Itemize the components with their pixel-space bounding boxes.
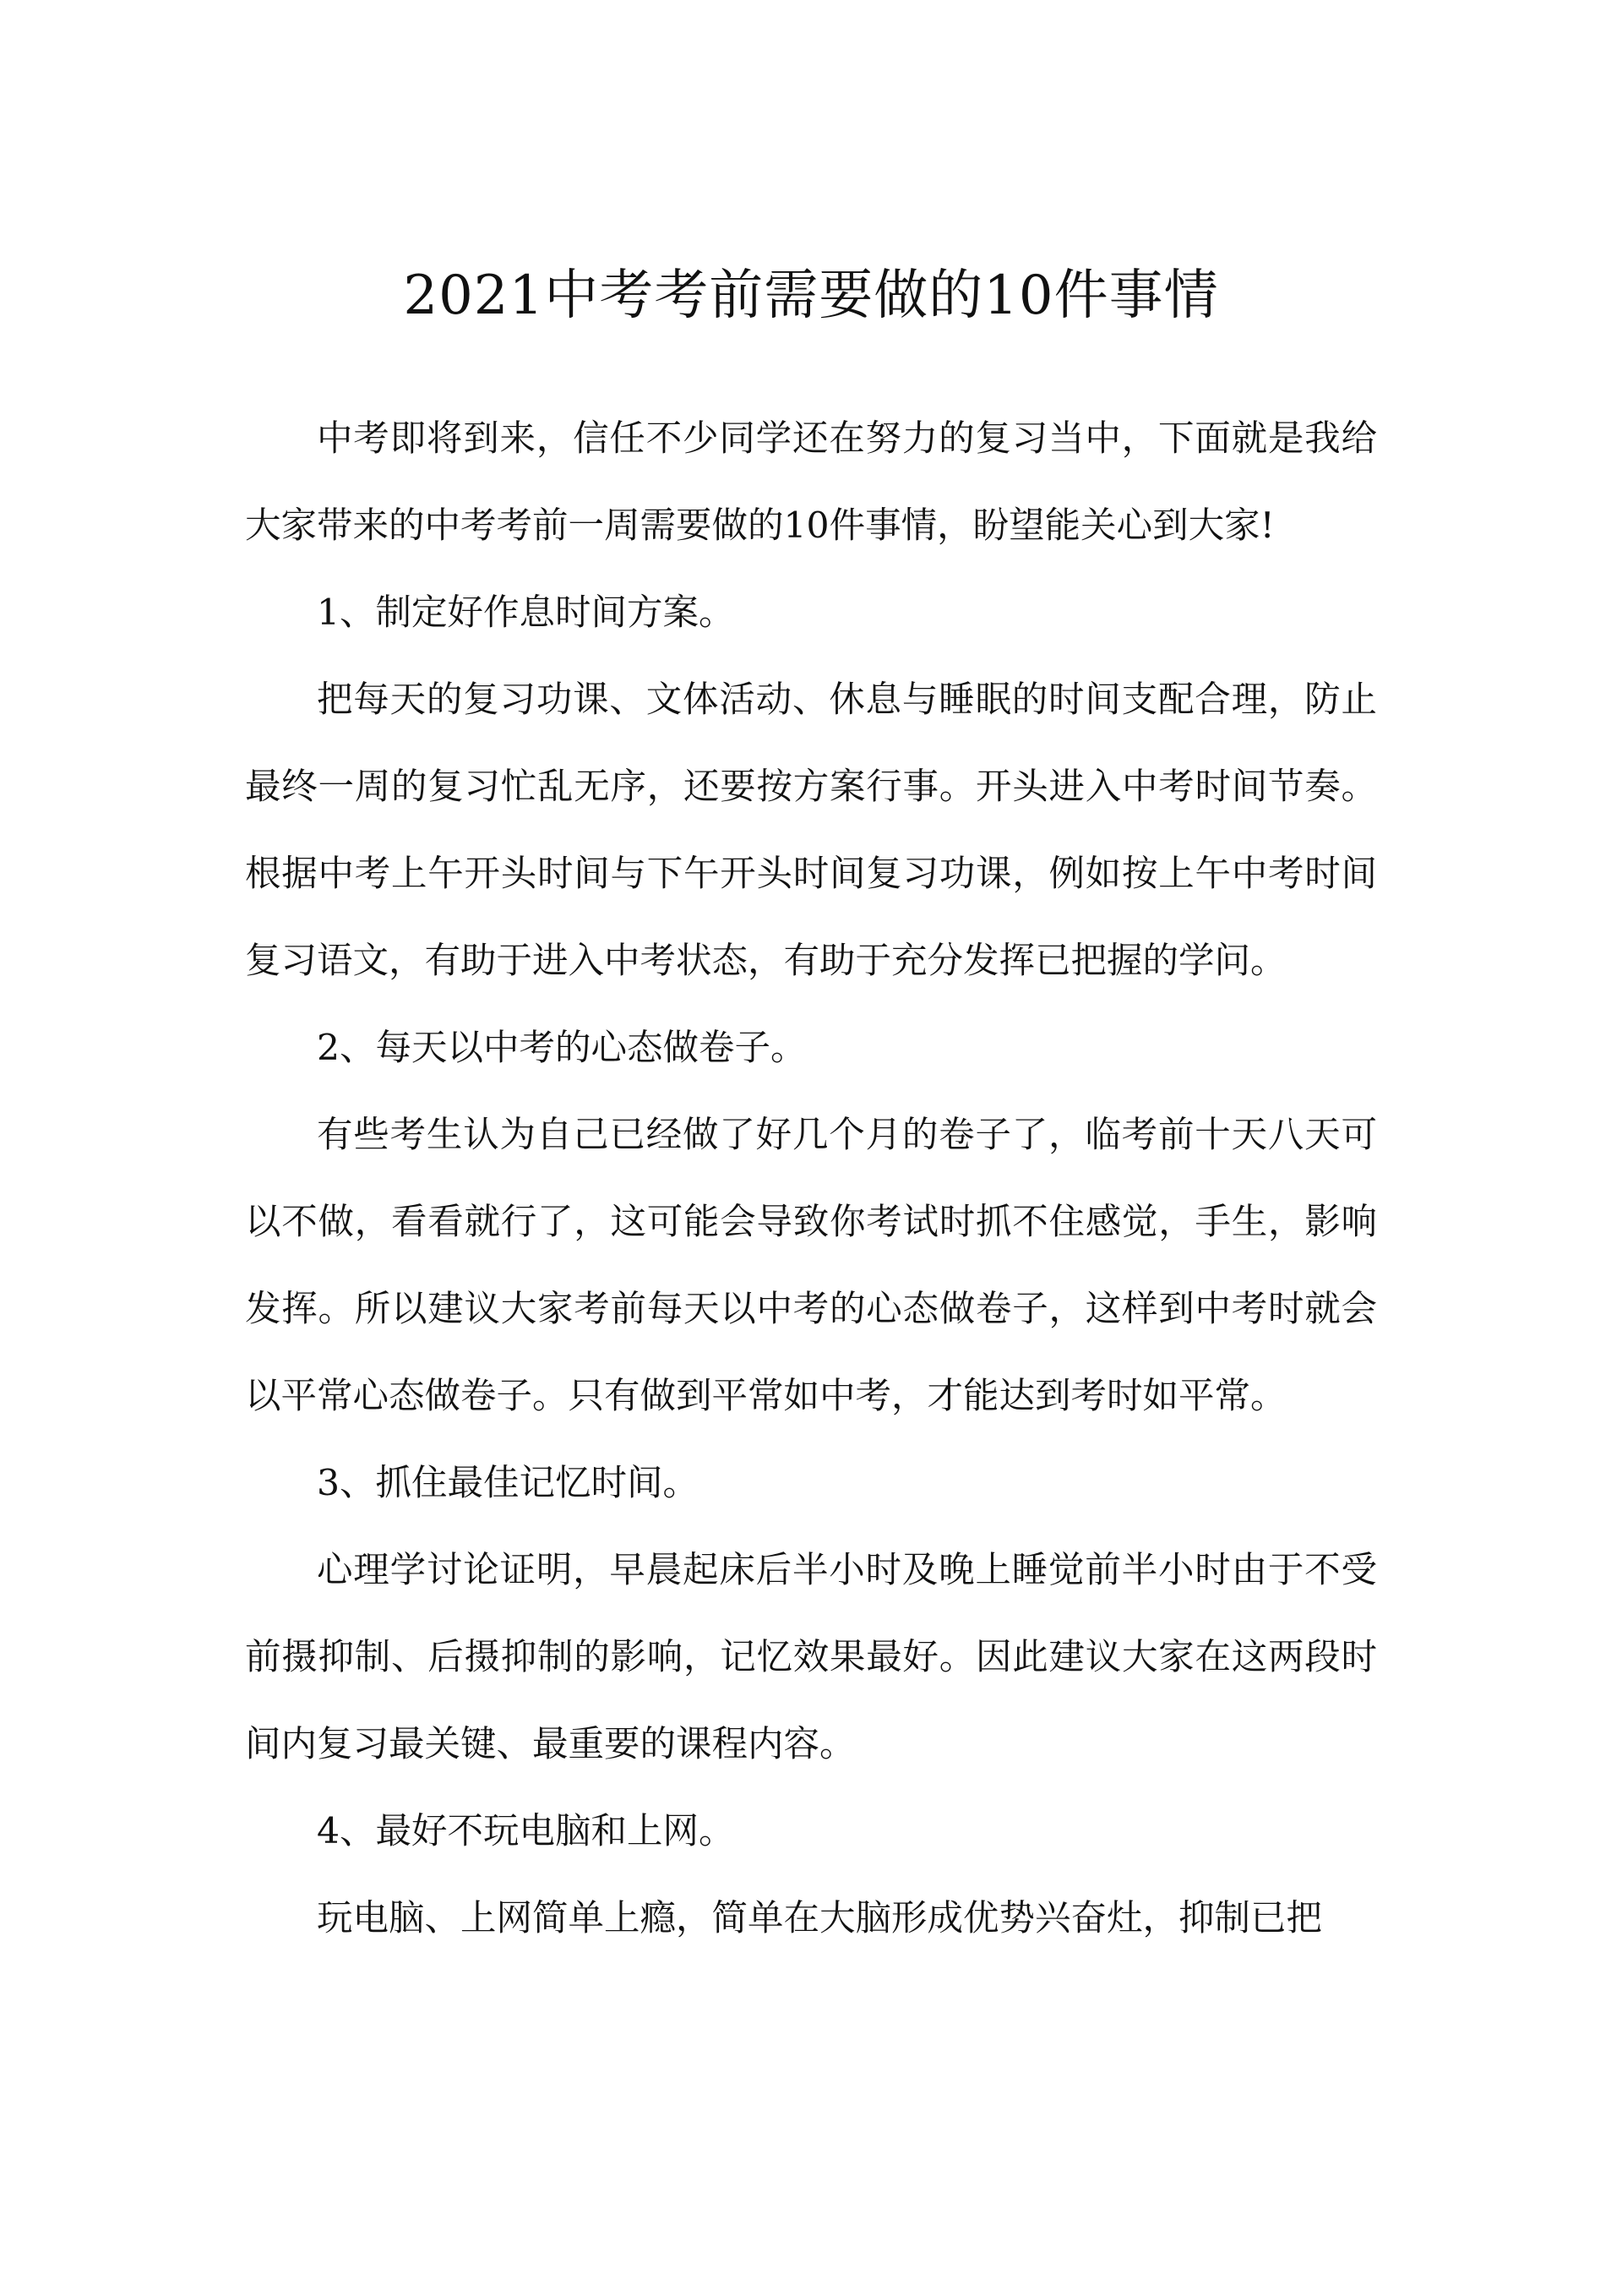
item-paragraph-3: 心理学讨论证明，早晨起床后半小时及晚上睡觉前半小时由于不受前摄抑制、后摄抑制的影响，记忆效果最好。因此建议大家在这两段时间内复习最关键、最重要的课程内容。 (245, 1550, 1377, 1765)
intro-paragraph: 中考即将到来，信任不少同学还在努力的复习当中，下面就是我给大家带来的中考考前一周需要做的10件事情，盼望能关心到大家! (245, 418, 1377, 547)
item-paragraph-4: 玩电脑、上网简单上瘾，简单在大脑形成优势兴奋灶，抑制已把 (317, 1898, 1323, 1939)
item-heading-2: 2、每天以中考的心态做卷子。 (317, 1028, 807, 1069)
item-heading-4: 4、最好不玩电脑和上网。 (317, 1811, 735, 1852)
item-heading-3: 3、抓住最佳记忆时间。 (317, 1463, 699, 1504)
item-paragraph-1: 把每天的复习功课、文体活动、休息与睡眠的时间支配合理，防止最终一周的复习忙乱无序，还要按方案行事。开头进入中考时间节奏。根据中考上午开头时间与下午开头时间复习功课，例如按上午中考时间复习语文，有助于进入中考状态，有助于充分发挥已把握的学问。 (245, 679, 1377, 982)
item-paragraph-2: 有些考生认为自己已经做了好几个月的卷子了，临考前十天八天可以不做，看看就行了，这可能会导致你考试时抓不住感觉，手生，影响发挥。所以建议大家考前每天以中考的心态做卷子，这样到中考时就会以平常心态做卷子。只有做到平常如中考，才能达到考时如平常。 (245, 1115, 1377, 1417)
document-title: 2021中考考前需要做的10件事情 (403, 265, 1219, 327)
item-heading-1: 1、制定好作息时间方案。 (317, 592, 735, 634)
document-body (245, 395, 1377, 1962)
